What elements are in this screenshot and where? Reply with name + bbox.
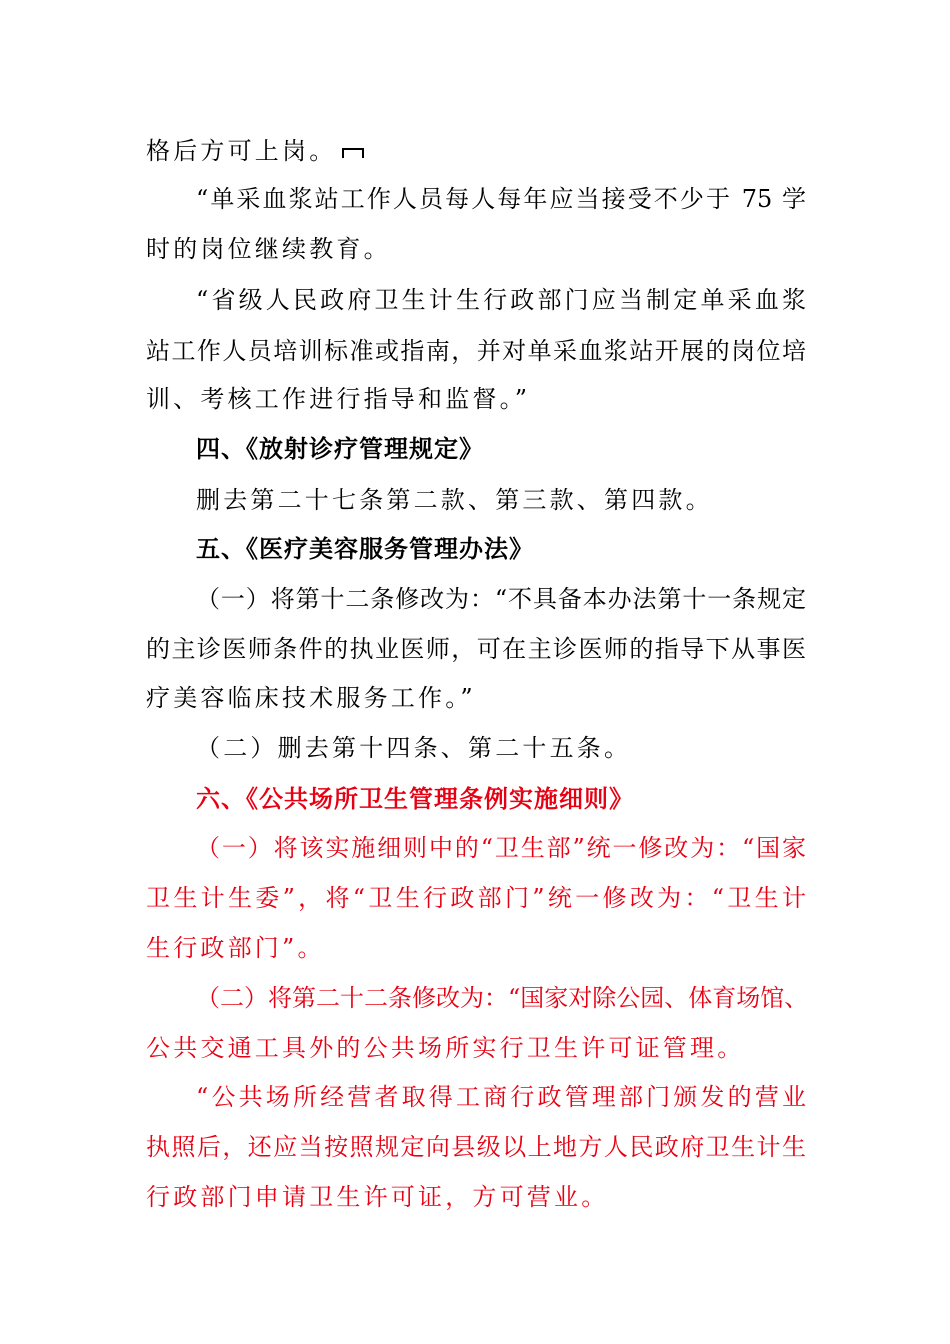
section-heading-4: 四、《放射诊疗管理规定》 [196,435,484,463]
text-line-6: 训、考核工作进行指导和监督。” [146,385,531,413]
text-line-8: 删去第二十七条第二款、第三款、第四款。 [196,486,713,514]
text-line-4: “省级人民政府卫生计生行政部门应当制定单采血浆 [196,286,806,314]
text-line-17: 生行政部门”。 [146,934,325,962]
text-line-13: （二）删去第十四条、第二十五条。 [196,734,632,762]
text-line-19: 公共交通工具外的公共场所实行卫生许可证管理。 [146,1034,745,1062]
text-line-22: 行政部门申请卫生许可证，方可营业。 [146,1183,609,1211]
text-line-18: （二）将第二十二条修改为：“国家对除公园、体育场馆、 [196,984,809,1012]
section-heading-6: 六、《公共场所卫生管理条例实施细则》 [196,785,634,813]
text-line-15: （一）将该实施细则中的“卫生部”统一修改为：“国家 [196,834,806,862]
text-line-20: “公共场所经营者取得工商行政管理部门颁发的营业 [196,1083,806,1111]
line-text: 格后方可上岗。 [146,137,337,165]
text-line-10: （一）将第十二条修改为：“不具备本办法第十一条规定 [196,585,806,613]
text-line-5: 站工作人员培训标准或指南，并对单采血浆站开展的岗位培 [146,337,806,365]
text-line-21: 执照后，还应当按照规定向县级以上地方人民政府卫生计生 [146,1133,806,1161]
text-line-11: 的主诊医师条件的执业医师，可在主诊医师的指导下从事医 [146,635,806,663]
text-line-12: 疗美容临床技术服务工作。” [146,684,476,712]
text-line-16: 卫生计生委”，将“卫生行政部门”统一修改为：“卫生计 [146,884,806,912]
bracket-mark-icon [342,148,364,158]
text-line-1 [146,136,806,166]
text-line-2: “单采血浆站工作人员每人每年应当接受不少于 75 学 [196,185,806,213]
text-line-3: 时的岗位继续教育。 [146,235,391,263]
section-heading-5: 五、《医疗美容服务管理办法》 [196,535,534,563]
